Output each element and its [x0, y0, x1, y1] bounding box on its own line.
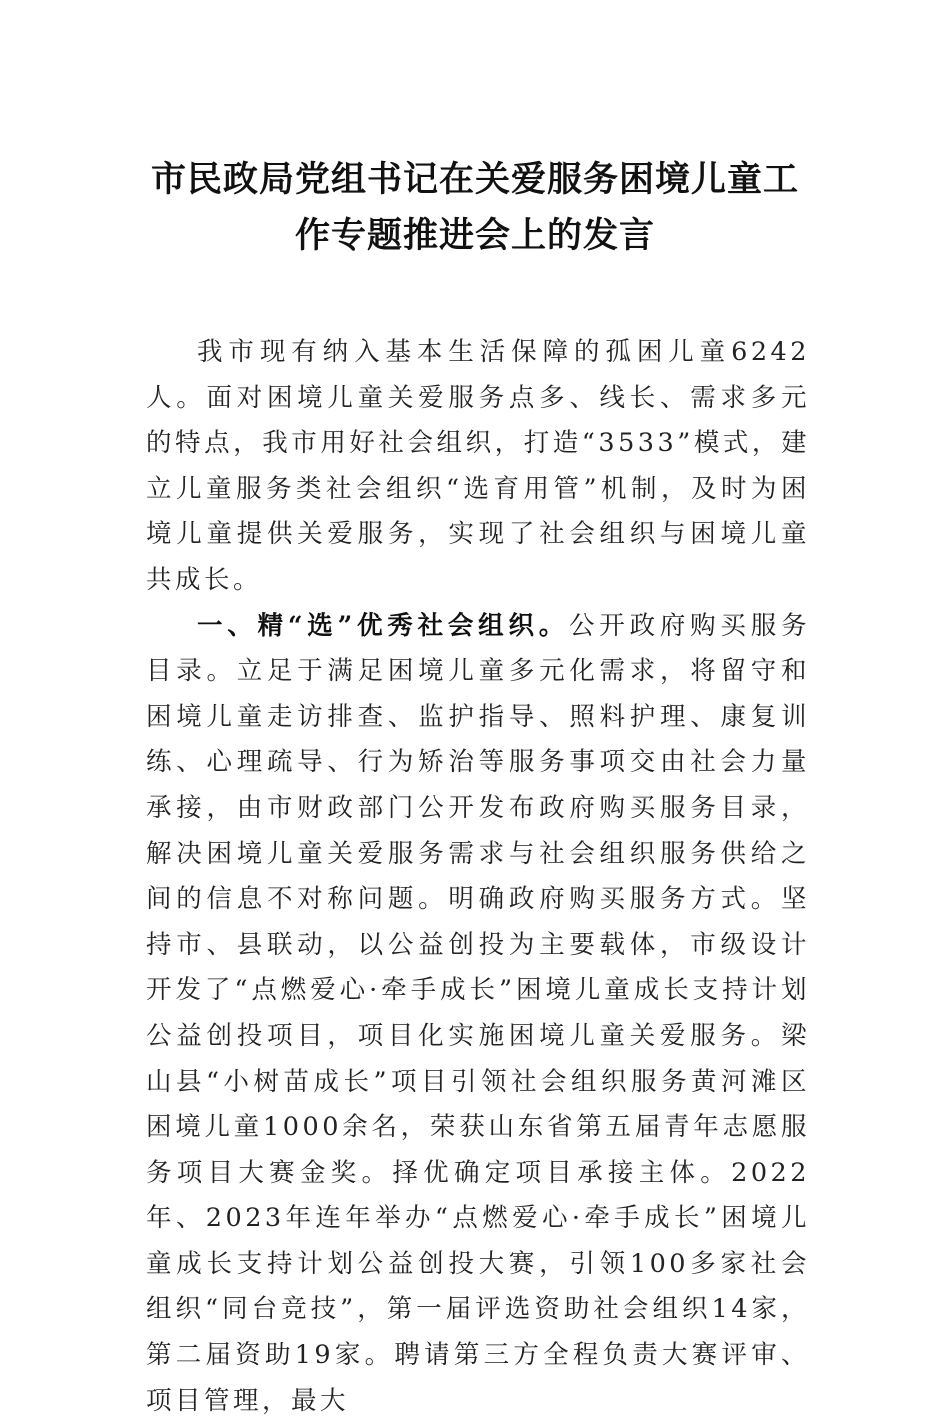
section-one-heading: 一、精“选”优秀社会组织。: [197, 610, 570, 641]
intro-paragraph-text: 我市现有纳入基本生活保障的孤困儿童6242人。面对困境儿童关爱服务点多、线长、需求多元的特点，我市用好社会组织，打造“3533”模式，建立儿童服务类社会组织“选育用管”机制，及时为困境儿童提供关爱服务，实现了社会组织与困境儿童共成长。: [146, 337, 810, 595]
document-title: [140, 152, 810, 264]
intro-paragraph: [146, 330, 810, 604]
title-line-2: 作专题推进会上的发言: [294, 215, 655, 256]
document-body: [146, 330, 810, 1424]
section-one-paragraph: [146, 604, 810, 1424]
title-line-1: 市民政局党组书记在关爱服务困境儿童工: [150, 159, 799, 200]
section-one-text: 公开政府购买服务目录。立足于满足困境儿童多元化需求，将留守和困境儿童走访排查、监护指导、照料护理、康复训练、心理疏导、行为矫治等服务事项交由社会力量承接，由市财政部门公开发布政府购买服务目录，解决困境儿童关爱服务需求与社会组织服务供给之间的信息不对称问题。明确政府购买服务方式。坚持市、县联动，以公益创投为主要载体，市级设计开发了“点燃爱心·牵手成长”困境儿童成长支持计划公益创投项目，项目化实施困境儿童关爱服务。梁山县“小树苗成长”项目引领社会组织服务黄河滩区困境儿童1000余名，荣获山东省第五届青年志愿服务项目大赛金奖。择优确定项目承接主体。2022年、2023年连年举办“点燃爱心·牵手成长”困境儿童成长支持计划公益创投大赛，引领100多家社会组织“同台竞技”，第一届评选资助社会组织14家，第二届资助19家。聘请第三方全程负责大赛评审、项目管理，最大: [146, 610, 810, 1416]
